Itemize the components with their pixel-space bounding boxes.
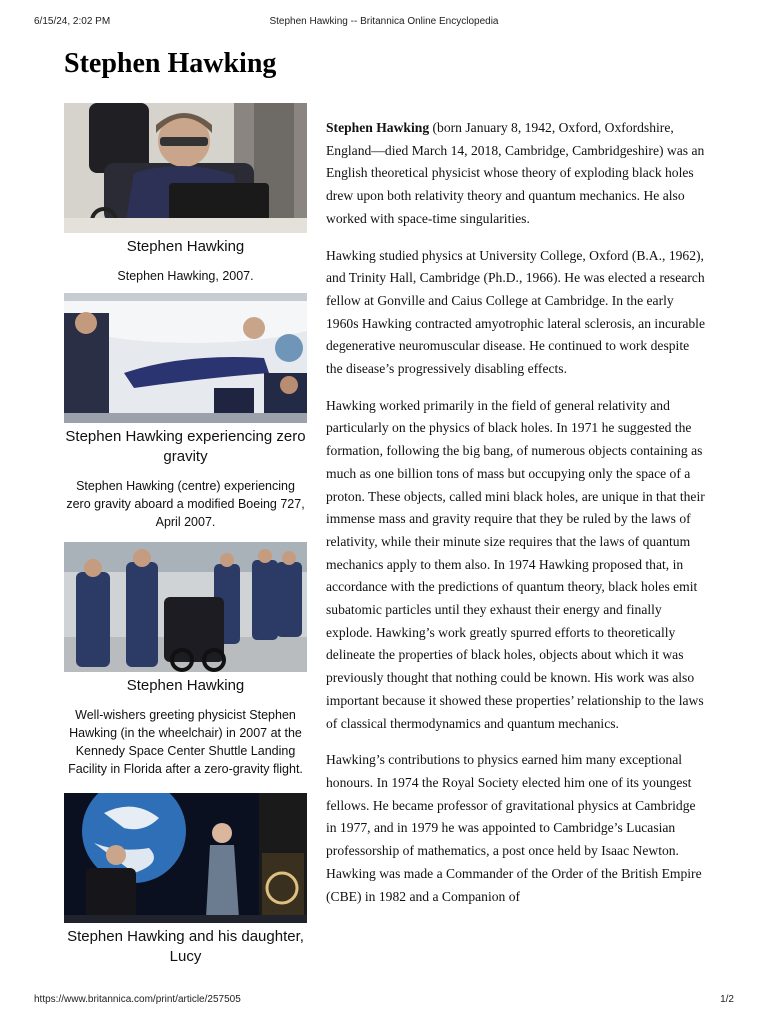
caption-title: Stephen Hawking xyxy=(126,238,245,255)
photo-image xyxy=(64,542,307,672)
caption-description: Stephen Hawking (centre) experiencing zero gravity aboard a modified Boeing 727, April 2007. xyxy=(66,479,305,529)
caption-title: Stephen Hawking and his daughter, Lucy xyxy=(67,928,304,965)
photo-image xyxy=(64,793,307,923)
caption-title: Stephen Hawking experiencing zero gravity xyxy=(65,428,306,465)
media-item xyxy=(64,542,307,778)
paragraph-text: (born January 8, 1942, Oxford, Oxfordshire, England—died March 14, 2018, Cambridge, Cambridgeshire) was an English theoretical physicist whose theory of exploding black holes drew upon both relativity theory and quantum mechanics. He also worked with space-time singularities. xyxy=(326,120,705,226)
print-datetime: 6/15/24, 2:02 PM xyxy=(34,16,111,27)
photo-hawking-2007[interactable] xyxy=(64,103,307,233)
photo-well-wishers[interactable] xyxy=(64,542,307,672)
lead-name: Stephen Hawking xyxy=(326,120,430,135)
photo-hawking-and-lucy[interactable] xyxy=(64,793,307,923)
article-paragraph: Hawking’s contributions to physics earned him many exceptional honours. In 1974 the Royal Society elected him one of its youngest fellows. He became professor of gravitational physics at Cambridge in 1977, and in 1979 he was appointed to Cambridge’s Lucasian professorship of mathematics, a post once held by Isaac Newton. Hawking was made a Commander of the Order of the British Empire (CBE) in 1982 and a Companion of xyxy=(326,752,702,904)
print-footer xyxy=(34,994,734,1008)
print-document-title: Stephen Hawking -- Britannica Online Encyclopedia xyxy=(269,16,499,27)
media-item xyxy=(64,793,307,967)
page-number: 1/2 xyxy=(720,994,734,1005)
media-column xyxy=(64,103,307,967)
media-item xyxy=(64,293,307,531)
photo-image xyxy=(64,103,307,233)
photo-zero-gravity[interactable] xyxy=(64,293,307,423)
caption-description: Well-wishers greeting physicist Stephen Hawking (in the wheelchair) in 2007 at the Kennedy Space Center Shuttle Landing Facility in Florida after a zero-gravity flight. xyxy=(68,708,303,776)
media-item xyxy=(64,103,307,285)
photo-image xyxy=(64,293,307,423)
print-url: https://www.britannica.com/print/article/257505 xyxy=(34,994,241,1005)
page-title: Stephen Hawking xyxy=(64,48,277,79)
caption-title: Stephen Hawking xyxy=(126,677,245,694)
article-body xyxy=(326,117,706,922)
article-paragraph: Hawking studied physics at University College, Oxford (B.A., 1962), and Trinity Hall, Cambridge (Ph.D., 1966). He was elected a research fellow at Gonville and Caius College at Cambridge. In the early 1960s Hawking contracted amyotrophic lateral sclerosis, an incurable degenerative neuromuscular disease. He continued to work despite the disease’s progressively disabling effects. xyxy=(326,247,705,377)
article-paragraph xyxy=(326,117,706,231)
caption-description: Stephen Hawking, 2007. xyxy=(117,269,254,283)
article-paragraph: Hawking worked primarily in the field of general relativity and particularly on the physics of black holes. In 1971 he suggested the formation, following the big bang, of numerous objects containing as much as one billion tons of mass but occupying only the space of a proton. These objects, called mini black holes, are unique in that their immense mass and gravity require that they be ruled by the laws of relativity, while their minute size requires that the laws of quantum mechanics apply to them also. In 1974 Hawking proposed that, in accordance with the predictions of quantum theory, black holes emit subatomic particles until they exhaust their energy and finally explode. Hawking’s work greatly spurred efforts to theoretically delineate the properties of black holes, objects about which it was previously thought that nothing could be known. His work was also important because it showed these properties’ relationship to the laws of classical thermodynamics and quantum mechanics. xyxy=(326,397,705,731)
print-header xyxy=(34,16,734,30)
